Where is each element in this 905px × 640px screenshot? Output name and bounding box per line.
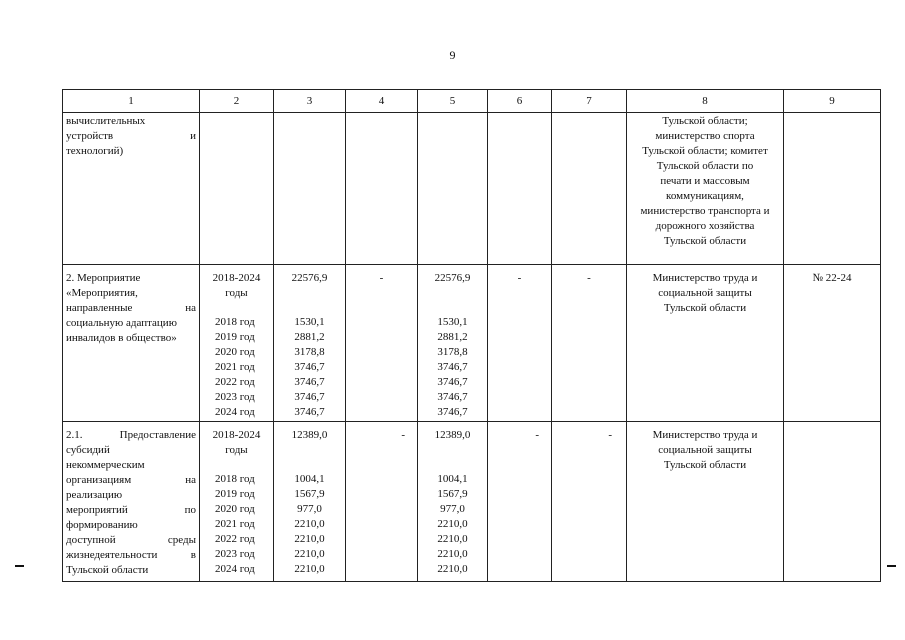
header-col-7: 7 [552,90,627,113]
cell-empty [784,422,881,582]
total-value: 22576,9 [291,272,328,284]
year-value: 1004,1 [294,473,325,485]
program-table [62,89,881,582]
text-line: печати и массовым [660,175,750,187]
year-label: 2020 год [215,503,255,515]
total-value: 12389,0 [291,429,328,441]
text-line: дорожного хозяйства [655,220,755,232]
year-label: 2024 год [215,406,255,418]
cell-empty [418,113,488,265]
year-value: 2210,0 [294,533,325,545]
text-line: организациям на [66,474,196,486]
text-line: направленные на [66,302,196,314]
event-2-col6: - [488,265,552,422]
year-value: 3746,7 [294,361,325,373]
text-line: министерство спорта [655,130,755,142]
year-value: 1530,1 [437,316,468,328]
event-2-col3 [274,265,346,422]
year-value: 3746,7 [294,391,325,403]
table-row-event-2 [63,265,881,422]
year-label: 2022 год [215,533,255,545]
year-value: 1567,9 [294,488,325,500]
text-line: социальной защиты [658,287,752,299]
text-line: субсидий [66,444,110,456]
year-value: 3746,7 [437,376,468,388]
header-col-6: 6 [488,90,552,113]
header-col-3: 3 [274,90,346,113]
year-label: 2019 год [215,488,255,500]
year-label: 2020 год [215,346,255,358]
text-line: социальной защиты [658,444,752,456]
year-value: 1004,1 [437,473,468,485]
year-value: 3746,7 [294,406,325,418]
year-label: 2021 год [215,361,255,373]
text-line: социальную адаптацию [66,317,177,329]
cell-empty [274,113,346,265]
header-col-2: 2 [200,90,274,113]
text-line: доступной среды [66,534,196,546]
event-2-1-responsible [627,422,784,582]
year-value: 3746,7 [437,406,468,418]
year-label: 2022 год [215,376,255,388]
event-2-name [63,265,200,422]
text-line: реализацию [66,489,123,501]
cell-empty [488,113,552,265]
year-value: 3178,8 [294,346,325,358]
cell-empty [346,113,418,265]
year-value: 2881,2 [294,331,325,343]
cell-empty [784,113,881,265]
event-2-col7: - [552,265,627,422]
text-line: Тульской области; [662,115,748,127]
header-col-1: 1 [63,90,200,113]
text-line: «Мероприятия, [66,287,138,299]
year-value: 3746,7 [437,391,468,403]
year-value: 977,0 [440,503,465,515]
year-value: 3746,7 [294,376,325,388]
text-line: 2. Мероприятие [66,272,141,284]
period-label: годы [225,444,248,456]
table-row-continued [63,113,881,265]
event-2-1-col7: - [552,422,627,582]
year-label: 2018 год [215,473,255,485]
year-value: 2210,0 [294,518,325,530]
text-line: вычислительных [66,115,146,127]
event-2-period [200,265,274,422]
page-number: 9 [449,48,456,62]
table-header-row [63,90,881,113]
cell-empty [200,113,274,265]
year-value: 2881,2 [437,331,468,343]
text-line: жизнедеятельности в [66,549,196,561]
year-value: 2210,0 [294,548,325,560]
period-label: 2018-2024 [212,272,261,284]
text-line: Тульской области [663,459,747,471]
text-line: Министерство труда и [652,272,758,284]
text-line: 2.1. Предоставление [66,429,196,441]
year-value: 3746,7 [437,361,468,373]
year-label: 2023 год [215,548,255,560]
continued-responsible [627,113,784,265]
event-2-1-col4: - [346,422,418,582]
year-label: 2021 год [215,518,255,530]
text-line: коммуникациям, [666,190,744,202]
event-2-1-col3 [274,422,346,582]
year-label: 2023 год [215,391,255,403]
period-label: 2018-2024 [212,429,261,441]
year-value: 1567,9 [437,488,468,500]
year-label: 2024 год [215,563,255,575]
header-col-8: 8 [627,90,784,113]
total-value: 12389,0 [434,429,471,441]
event-2-1-col5 [418,422,488,582]
year-value: 1530,1 [294,316,325,328]
event-2-responsible [627,265,784,422]
year-value: 2210,0 [437,548,468,560]
total-value: 22576,9 [434,272,471,284]
text-line: Тульской области; комитет [642,145,768,157]
text-line: Тульской области [663,235,747,247]
text-line: мероприятий по [66,504,196,516]
cell-empty [552,113,627,265]
text-line: Тульской области по [656,160,754,172]
header-col-4: 4 [346,90,418,113]
year-value: 2210,0 [294,563,325,575]
header-col-5: 5 [418,90,488,113]
event-2-1-name [63,422,200,582]
text-line: Министерство труда и [652,429,758,441]
text-line: устройств и [66,130,196,142]
text-line: министерство транспорта и [640,205,770,217]
text-line: формированию [66,519,138,531]
year-value: 3178,8 [437,346,468,358]
scan-edge-mark [15,565,24,567]
year-label: 2018 год [215,316,255,328]
year-value: 2210,0 [437,518,468,530]
event-2-col5 [418,265,488,422]
event-2-1-col6: - [488,422,552,582]
table-row-event-2-1 [63,422,881,582]
year-value: 977,0 [297,503,322,515]
event-2-1-period [200,422,274,582]
period-label: годы [225,287,248,299]
text-line: некоммерческим [66,459,145,471]
header-col-9: 9 [784,90,881,113]
scan-edge-mark [887,565,896,567]
year-value: 2210,0 [437,533,468,545]
continued-event-name [63,113,200,265]
year-label: 2019 год [215,331,255,343]
text-line: Тульской области [66,564,149,576]
text-line: технологий) [66,145,124,157]
event-2-col9: № 22-24 [784,265,881,422]
text-line: Тульской области [663,302,747,314]
event-2-col4: - [346,265,418,422]
year-value: 2210,0 [437,563,468,575]
text-line: инвалидов в общество» [66,332,177,344]
